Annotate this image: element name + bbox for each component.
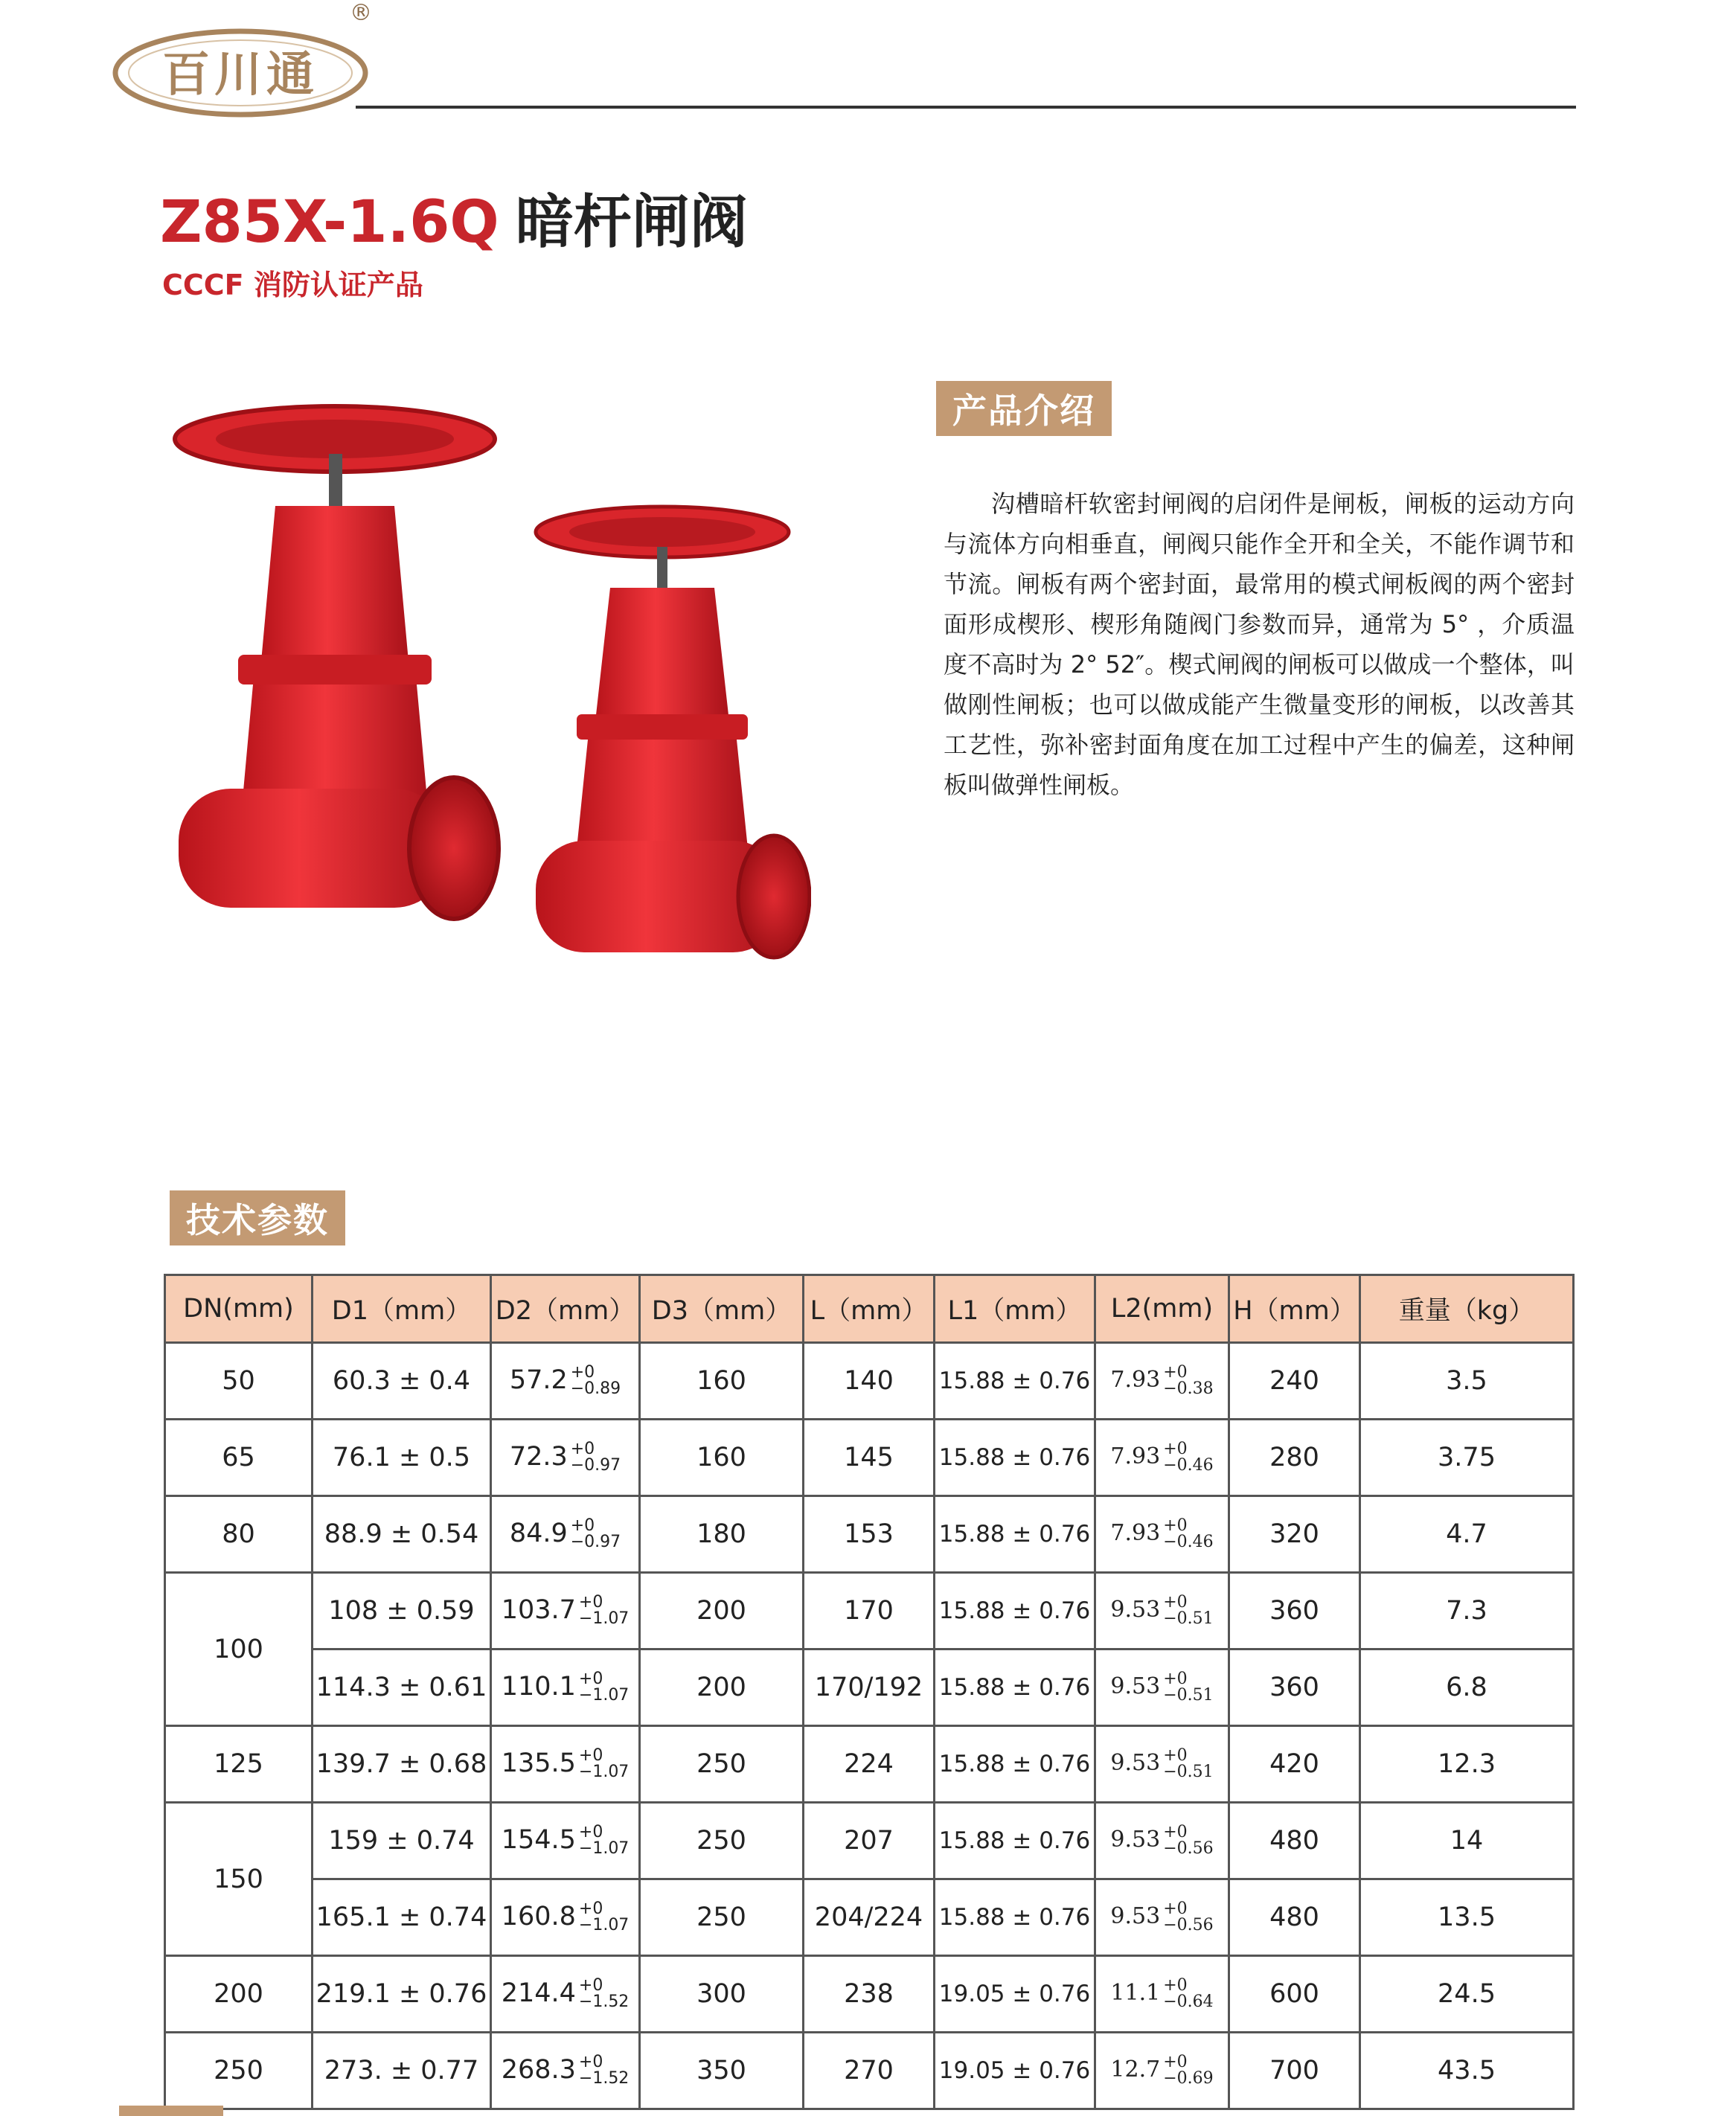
- table-row: [165, 1956, 1574, 2033]
- cell-l-value: 207: [844, 1826, 894, 1856]
- cell-l1: [935, 1803, 1095, 1879]
- cell-l: [804, 1803, 935, 1879]
- header-d3: D3（mm）: [640, 1275, 804, 1343]
- cell-dn: [165, 1956, 313, 2033]
- table-row: [165, 1496, 1574, 1573]
- l2-tolerance-upper: +0: [1163, 1440, 1188, 1458]
- header-weight: 重量（kg）: [1360, 1275, 1574, 1343]
- table-row: [165, 1726, 1574, 1803]
- product-name: 暗杆闸阀: [515, 189, 748, 256]
- cell-d2-value: 135.5: [501, 1748, 576, 1778]
- l2-tolerance-lower: −0.51: [1163, 1763, 1214, 1781]
- d2-tolerance-lower: −1.07: [578, 1916, 630, 1934]
- cell-l: [804, 2033, 935, 2109]
- cell-d1: [313, 1573, 491, 1649]
- cell-dn: [165, 1726, 313, 1803]
- l2-tolerance-lower: −0.46: [1163, 1533, 1214, 1551]
- d2-tolerance: [579, 1901, 629, 1934]
- cell-dn-value: 100: [214, 1634, 263, 1664]
- l2-tolerance: [1163, 1748, 1213, 1780]
- cell-l: [804, 1649, 935, 1726]
- cell-d1-value: 114.3 ± 0.61: [316, 1673, 487, 1702]
- l2-tolerance-lower: −0.46: [1163, 1456, 1214, 1475]
- cell-d2: [491, 1573, 640, 1649]
- l2-tolerance-upper: +0: [1163, 1823, 1188, 1841]
- cell-l1: [935, 1573, 1095, 1649]
- l2-tolerance: [1163, 1365, 1213, 1397]
- cell-d1-value: 60.3 ± 0.4: [332, 1366, 471, 1396]
- cell-h: [1229, 1879, 1360, 1956]
- cell-dn-value: 50: [222, 1366, 255, 1396]
- cell-weight: [1360, 1879, 1574, 1956]
- cell-l2-value: 9.53: [1110, 1750, 1161, 1776]
- l2-tolerance-lower: −0.38: [1163, 1379, 1214, 1398]
- d2-tolerance-upper: +0: [570, 1440, 595, 1458]
- cell-d2-value: 160.8: [501, 1902, 576, 1931]
- cell-dn: [165, 1573, 313, 1726]
- l2-tolerance-lower: −0.51: [1163, 1609, 1214, 1628]
- cell-d3: [640, 1420, 804, 1496]
- l2-tolerance: [1163, 1441, 1213, 1474]
- table-row: [165, 1573, 1574, 1649]
- l2-tolerance-lower: −0.56: [1163, 1916, 1214, 1934]
- cell-dn-value: 65: [222, 1443, 255, 1472]
- cell-l1-value: 15.88 ± 0.76: [938, 1904, 1091, 1931]
- d2-tolerance-lower: −1.07: [578, 1609, 630, 1628]
- header-h: H（mm）: [1229, 1275, 1360, 1343]
- cell-dn: [165, 1343, 313, 1420]
- cell-d1-value: 108 ± 0.59: [328, 1596, 475, 1626]
- cell-h: [1229, 1956, 1360, 2033]
- header-l1: L1（mm）: [935, 1275, 1095, 1343]
- cell-l2-value: 12.7: [1110, 2056, 1161, 2083]
- cell-h-value: 480: [1269, 1826, 1319, 1856]
- cell-h: [1229, 1496, 1360, 1573]
- d2-tolerance-upper: +0: [578, 1899, 603, 1918]
- cell-d3: [640, 1956, 804, 2033]
- table-row: [165, 2033, 1574, 2109]
- table-row: [165, 1879, 1574, 1956]
- certification-subtitle: CCCF 消防认证产品: [162, 269, 423, 301]
- cell-l2: [1095, 1956, 1229, 2033]
- cell-l2-value: 7.93: [1110, 1443, 1161, 1469]
- spec-section-label: 技术参数: [170, 1190, 345, 1245]
- page-title: [160, 176, 748, 259]
- cell-d3-value: 350: [696, 2056, 746, 2085]
- cell-l-value: 140: [844, 1366, 894, 1396]
- cell-l: [804, 1879, 935, 1956]
- cell-l-value: 145: [844, 1443, 894, 1472]
- cell-weight-value: 3.5: [1446, 1366, 1487, 1396]
- cell-d3: [640, 1649, 804, 1726]
- header-d1: D1（mm）: [313, 1275, 491, 1343]
- cell-l2-value: 7.93: [1110, 1367, 1161, 1393]
- l2-tolerance: [1163, 1901, 1213, 1934]
- cell-d2: [491, 1879, 640, 1956]
- d2-tolerance: [579, 1671, 629, 1704]
- cell-l1: [935, 1496, 1095, 1573]
- cell-h-value: 360: [1269, 1596, 1319, 1626]
- l2-tolerance: [1163, 1978, 1213, 2010]
- cell-d2: [491, 1803, 640, 1879]
- cell-d2-value: 84.9: [509, 1519, 568, 1548]
- cell-l2: [1095, 2033, 1229, 2109]
- cell-l2: [1095, 1879, 1229, 1956]
- cell-h: [1229, 1420, 1360, 1496]
- cell-d3-value: 200: [696, 1596, 746, 1626]
- spec-table-header-row: [165, 1275, 1574, 1343]
- d2-tolerance: [579, 1978, 629, 2010]
- d2-tolerance-lower: −1.52: [578, 2069, 630, 2088]
- l2-tolerance: [1163, 2054, 1213, 2087]
- cell-l2-value: 9.53: [1110, 1827, 1161, 1853]
- cell-l-value: 153: [844, 1519, 894, 1549]
- cell-l-value: 170: [844, 1596, 894, 1626]
- cell-l2: [1095, 1420, 1229, 1496]
- cell-weight: [1360, 1420, 1574, 1496]
- l2-tolerance-upper: +0: [1163, 1746, 1188, 1765]
- cell-l: [804, 1420, 935, 1496]
- cell-l1-value: 15.88 ± 0.76: [938, 1827, 1091, 1854]
- cell-h: [1229, 1803, 1360, 1879]
- cell-d2: [491, 2033, 640, 2109]
- cell-d1: [313, 1879, 491, 1956]
- d2-tolerance: [571, 1518, 621, 1551]
- cell-l-value: 170/192: [814, 1673, 923, 1702]
- cell-d1: [313, 1726, 491, 1803]
- cell-dn-value: 80: [222, 1519, 255, 1549]
- cell-d1-value: 88.9 ± 0.54: [324, 1519, 479, 1549]
- cell-d1: [313, 1956, 491, 2033]
- l2-tolerance: [1163, 1671, 1213, 1704]
- cell-d3-value: 200: [696, 1673, 746, 1702]
- cell-d1-value: 76.1 ± 0.5: [332, 1443, 471, 1472]
- cell-l1-value: 19.05 ± 0.76: [938, 2057, 1091, 2084]
- cell-dn-value: 250: [214, 2056, 263, 2085]
- cell-weight-value: 3.75: [1438, 1443, 1496, 1472]
- l2-tolerance: [1163, 1594, 1213, 1627]
- cell-d1: [313, 2033, 491, 2109]
- cell-l1-value: 15.88 ± 0.76: [938, 1521, 1091, 1548]
- product-photo: [164, 402, 811, 1042]
- d2-tolerance: [571, 1441, 621, 1474]
- brand-logo: [110, 22, 371, 119]
- cell-d1: [313, 1649, 491, 1726]
- l2-tolerance-lower: −0.56: [1163, 1839, 1214, 1858]
- spec-table-body: [165, 1343, 1574, 2109]
- cell-l1: [935, 1726, 1095, 1803]
- cell-dn: [165, 1803, 313, 1956]
- cell-l: [804, 1343, 935, 1420]
- cell-d1-value: 159 ± 0.74: [328, 1826, 475, 1856]
- cell-l1-value: 15.88 ± 0.76: [938, 1444, 1091, 1471]
- d2-tolerance-upper: +0: [578, 1746, 603, 1765]
- cell-h-value: 420: [1269, 1749, 1319, 1779]
- cell-l2: [1095, 1649, 1229, 1726]
- cell-d2-value: 154.5: [501, 1825, 576, 1855]
- d2-tolerance: [579, 1824, 629, 1857]
- footer-accent-bar: [119, 2106, 223, 2116]
- cell-l: [804, 1956, 935, 2033]
- d2-tolerance-lower: −0.97: [570, 1533, 621, 1551]
- cell-d1: [313, 1496, 491, 1573]
- cell-d1: [313, 1420, 491, 1496]
- cell-h-value: 360: [1269, 1673, 1319, 1702]
- cell-l1: [935, 1420, 1095, 1496]
- cell-l1-value: 15.88 ± 0.76: [938, 1751, 1091, 1777]
- cell-dn-value: 200: [214, 1979, 263, 2009]
- header-d2: D2（mm）: [491, 1275, 640, 1343]
- d2-tolerance-upper: +0: [578, 1670, 603, 1688]
- red-gate-valve-icon: [164, 402, 811, 1042]
- l2-tolerance-upper: +0: [1163, 1899, 1188, 1918]
- cell-l1: [935, 2033, 1095, 2109]
- cell-weight-value: 24.5: [1438, 1979, 1496, 2009]
- cell-h-value: 700: [1269, 2056, 1319, 2085]
- d2-tolerance-lower: −0.89: [570, 1379, 621, 1398]
- cell-l2-value: 9.53: [1110, 1597, 1161, 1623]
- cell-d3: [640, 1343, 804, 1420]
- d2-tolerance-lower: −1.07: [578, 1686, 630, 1705]
- cell-l: [804, 1496, 935, 1573]
- cell-weight-value: 6.8: [1446, 1673, 1487, 1702]
- l2-tolerance-lower: −0.64: [1163, 1992, 1214, 2011]
- cell-l2-value: 11.1: [1110, 1980, 1161, 2006]
- cell-d2-value: 57.2: [509, 1365, 568, 1395]
- cell-d2: [491, 1649, 640, 1726]
- l2-tolerance-upper: +0: [1163, 2053, 1188, 2071]
- table-row: [165, 1343, 1574, 1420]
- cell-h: [1229, 1726, 1360, 1803]
- cell-d2-value: 72.3: [509, 1442, 568, 1472]
- l2-tolerance-upper: +0: [1163, 1593, 1188, 1612]
- l2-tolerance: [1163, 1518, 1213, 1551]
- cell-l: [804, 1726, 935, 1803]
- cell-weight: [1360, 1496, 1574, 1573]
- d2-tolerance-upper: +0: [570, 1516, 595, 1535]
- cell-d3-value: 250: [696, 1826, 746, 1856]
- cell-l-value: 270: [844, 2056, 894, 2085]
- cell-d2: [491, 1496, 640, 1573]
- l2-tolerance-lower: −0.69: [1163, 2069, 1214, 2088]
- d2-tolerance: [579, 2054, 629, 2087]
- d2-tolerance-lower: −1.07: [578, 1763, 630, 1781]
- cell-h-value: 600: [1269, 1979, 1319, 2009]
- cell-d3-value: 250: [696, 1749, 746, 1779]
- cell-l-value: 224: [844, 1749, 894, 1779]
- cell-dn: [165, 1496, 313, 1573]
- cell-l1: [935, 1879, 1095, 1956]
- cell-d2-value: 110.1: [501, 1672, 576, 1702]
- cell-d3-value: 160: [696, 1366, 746, 1396]
- cell-l2-value: 9.53: [1110, 1903, 1161, 1929]
- cell-d3-value: 180: [696, 1519, 746, 1549]
- cell-l1: [935, 1956, 1095, 2033]
- l2-tolerance: [1163, 1824, 1213, 1857]
- cell-l2-value: 7.93: [1110, 1520, 1161, 1546]
- spec-table: [164, 1274, 1575, 2110]
- cell-d1: [313, 1803, 491, 1879]
- cell-d2: [491, 1343, 640, 1420]
- cell-h: [1229, 1343, 1360, 1420]
- cell-weight-value: 43.5: [1438, 2056, 1496, 2085]
- cell-l1-value: 15.88 ± 0.76: [938, 1597, 1091, 1624]
- cell-d2-value: 268.3: [501, 2055, 576, 2085]
- d2-tolerance-upper: +0: [578, 2053, 603, 2071]
- cell-d1: [313, 1343, 491, 1420]
- cell-d1-value: 139.7 ± 0.68: [316, 1749, 487, 1779]
- product-model: Z85X-1.6Q: [160, 189, 499, 256]
- cell-l2: [1095, 1343, 1229, 1420]
- header-divider: [356, 106, 1576, 109]
- cell-weight: [1360, 1573, 1574, 1649]
- cell-weight: [1360, 1649, 1574, 1726]
- cell-weight: [1360, 2033, 1574, 2109]
- cell-d3-value: 160: [696, 1443, 746, 1472]
- cell-d3: [640, 1496, 804, 1573]
- l2-tolerance-upper: +0: [1163, 1516, 1188, 1535]
- cell-l: [804, 1573, 935, 1649]
- cell-weight: [1360, 1343, 1574, 1420]
- cell-d2: [491, 1726, 640, 1803]
- d2-tolerance-upper: +0: [578, 1976, 603, 1995]
- cell-l2: [1095, 1496, 1229, 1573]
- cell-d1-value: 165.1 ± 0.74: [316, 1902, 487, 1932]
- l2-tolerance-upper: +0: [1163, 1363, 1188, 1382]
- d2-tolerance: [571, 1365, 621, 1397]
- l2-tolerance-lower: −0.51: [1163, 1686, 1214, 1705]
- cell-d1-value: 273. ± 0.77: [324, 2056, 479, 2085]
- cell-d3: [640, 2033, 804, 2109]
- cell-weight: [1360, 1956, 1574, 2033]
- table-row: [165, 1803, 1574, 1879]
- d2-tolerance-upper: +0: [578, 1823, 603, 1841]
- intro-paragraph: 沟槽暗杆软密封闸阀的启闭件是闸板，闸板的运动方向与流体方向相垂直，闸阀只能作全开和全关，不能作调节和节流。闸板有两个密封面，最常用的模式闸板阀的两个密封面形成楔形、楔形角随阀门参数而异，通常为 5° ，介质温度不高时为 2° 52″。楔式闸阀的闸板可以做成一个整体，叫做刚性闸板；也可以做成能产生微量变形的闸板，以改善其工艺性，弥补密封面角度在加工过程中产生的偏差，这种闸板叫做弹性闸板。: [944, 490, 1575, 799]
- cell-d1-value: 219.1 ± 0.76: [316, 1979, 487, 2009]
- cell-d2-value: 214.4: [501, 1978, 576, 2008]
- cell-weight-value: 13.5: [1438, 1902, 1496, 1932]
- cell-d2: [491, 1420, 640, 1496]
- cell-l1-value: 15.88 ± 0.76: [938, 1368, 1091, 1394]
- cell-h: [1229, 1573, 1360, 1649]
- cell-d2: [491, 1956, 640, 2033]
- d2-tolerance-lower: −1.07: [578, 1839, 630, 1858]
- header-l2: L2(mm): [1095, 1275, 1229, 1343]
- cell-weight-value: 14: [1450, 1826, 1484, 1856]
- cell-l1: [935, 1343, 1095, 1420]
- table-row: [165, 1649, 1574, 1726]
- cell-dn: [165, 1420, 313, 1496]
- cell-l2: [1095, 1573, 1229, 1649]
- d2-tolerance-upper: +0: [578, 1593, 603, 1612]
- d2-tolerance-upper: +0: [570, 1363, 595, 1382]
- cell-l2-value: 9.53: [1110, 1673, 1161, 1699]
- cell-d3: [640, 1573, 804, 1649]
- table-row: [165, 1420, 1574, 1496]
- d2-tolerance: [579, 1594, 629, 1627]
- cell-dn: [165, 2033, 313, 2109]
- cell-d3-value: 250: [696, 1902, 746, 1932]
- cell-h-value: 480: [1269, 1902, 1319, 1932]
- header-l: L（mm）: [804, 1275, 935, 1343]
- cell-h: [1229, 1649, 1360, 1726]
- cell-d3: [640, 1879, 804, 1956]
- cell-l1-value: 19.05 ± 0.76: [938, 1981, 1091, 2007]
- cell-weight-value: 7.3: [1446, 1596, 1487, 1626]
- cell-dn-value: 150: [214, 1864, 263, 1894]
- cell-d2-value: 103.7: [501, 1595, 576, 1625]
- cell-l2: [1095, 1726, 1229, 1803]
- cell-d3-value: 300: [696, 1979, 746, 2009]
- cell-l2: [1095, 1803, 1229, 1879]
- cell-l1-value: 15.88 ± 0.76: [938, 1674, 1091, 1701]
- brand-logo-text: 百川通: [162, 47, 318, 103]
- cell-d3: [640, 1726, 804, 1803]
- l2-tolerance-upper: +0: [1163, 1670, 1188, 1688]
- cell-h-value: 320: [1269, 1519, 1319, 1549]
- cell-weight: [1360, 1803, 1574, 1879]
- cell-h: [1229, 2033, 1360, 2109]
- d2-tolerance-lower: −0.97: [570, 1456, 621, 1475]
- cell-l1: [935, 1649, 1095, 1726]
- registered-mark: ®: [350, 0, 372, 26]
- intro-section-label: 产品介绍: [936, 381, 1112, 436]
- cell-dn-value: 125: [214, 1749, 263, 1779]
- l2-tolerance-upper: +0: [1163, 1976, 1188, 1995]
- d2-tolerance-lower: −1.52: [578, 1992, 630, 2011]
- header-dn: DN(mm): [165, 1275, 313, 1343]
- cell-h-value: 240: [1269, 1366, 1319, 1396]
- cell-l-value: 238: [844, 1979, 894, 2009]
- cell-weight-value: 4.7: [1446, 1519, 1487, 1549]
- cell-weight-value: 12.3: [1438, 1749, 1496, 1779]
- cell-h-value: 280: [1269, 1443, 1319, 1472]
- d2-tolerance: [579, 1748, 629, 1780]
- cell-weight: [1360, 1726, 1574, 1803]
- cell-d3: [640, 1803, 804, 1879]
- cell-l-value: 204/224: [814, 1902, 923, 1932]
